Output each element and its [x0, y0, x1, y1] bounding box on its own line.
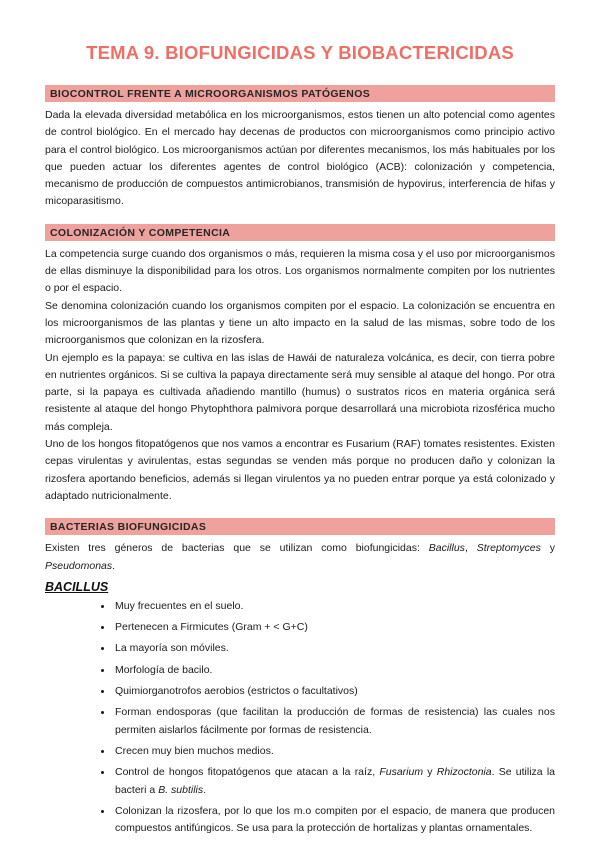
section-heading-bacterias: BACTERIAS BIOFUNGICIDAS	[45, 518, 555, 535]
section-heading-colonizacion: COLONIZACIÓN Y COMPETENCIA	[45, 224, 555, 241]
text-segment: Un ejemplo es la papaya: se cultiva en las islas de Hawái de naturaleza volcánica, es decir, con tierra pobre en nutrientes orgánicos. Si se cultiva la papaya directamente será muy sensible al ataque del hongo. Por otra parte, si la papaya es cultivada añadiendo mantillo (humus) o sustratos ricos en materia orgánica será resistente al ataque del hongo Phytophthora palmivora porque desarrollará una microbiota rizosférica mucho más compleja.	[45, 351, 555, 433]
bacillus-bullet-list	[45, 598, 555, 838]
document-title: TEMA 9. BIOFUNGICIDAS Y BIOBACTERICIDAS	[86, 42, 514, 63]
paragraph	[45, 540, 555, 575]
text-segment: La competencia surge cuando dos organismos o más, requieren la misma cosa y el uso por microorganismos de ellas disminuye la disponibilidad para los otros. Los organismos normalmente compiten por los nutrientes o por el espacio.	[45, 247, 555, 295]
text-segment: Quimiorganotrofos aerobios (estrictos o facultativos)	[115, 685, 358, 698]
paragraph	[45, 246, 555, 298]
paragraph	[45, 298, 555, 350]
text-segment: Colonizan la rizosfera, por lo que los m.o compiten por el espacio, de manera que producen compuestos antifúngicos. Se usa para la protección de hortalizas y plantas ornamentales.	[115, 804, 555, 835]
paragraph	[45, 436, 555, 505]
italic-text-segment: Rhizoctonia	[436, 766, 492, 779]
italic-text-segment: Bacillus	[428, 542, 465, 555]
text-segment: La mayoría son móviles.	[115, 642, 229, 655]
bullet-item	[113, 704, 555, 739]
bullet-item	[113, 662, 555, 679]
section-body-colonizacion	[45, 246, 555, 505]
paragraph	[45, 350, 555, 436]
italic-text-segment: Streptomyces	[476, 542, 541, 555]
bullet-item	[113, 743, 555, 760]
text-segment: y	[540, 542, 555, 555]
text-segment: Existen tres géneros de bacterias que se utilizan como biofungicidas:	[45, 542, 429, 555]
bullet-item	[113, 640, 555, 657]
text-segment: Muy frecuentes en el suelo.	[115, 599, 244, 612]
text-segment: Se denomina colonización cuando los organismos compiten por el espacio. La colonización se encuentra en los microorganismos de las plantas y tiene un alto impacto en la salud de las mismas, sobre todo de los microorganismos que colonizan en la rizosfera.	[45, 299, 555, 347]
paragraph	[45, 107, 555, 211]
section-biocontrol	[45, 85, 555, 211]
bullet-item	[113, 598, 555, 615]
text-segment: Uno de los hongos fitopatógenos que nos vamos a encontrar es Fusarium (RAF) tomates resistentes. Existen cepas virulentas y avirulentas, estas segundas se venden más porque no producen daño y colonizan la rizosfera aportando beneficios, además si llegan virulentos ya no pueden entrar porque ya está colonizado y adaptado nutricionalmente.	[45, 438, 555, 502]
italic-text-segment: B. subtilis	[158, 783, 204, 796]
section-body-biocontrol	[45, 107, 555, 211]
section-bacterias-biofungicidas	[45, 518, 555, 837]
text-segment: Dada la elevada diversidad metabólica en los microorganismos, estos tienen un alto potencial como agentes de control biológico. En el mercado hay decenas de productos con microorganismos como principio activo para el control biológico. Los microorganismos actúan por diferentes mecanismos, los más habituales por los que pueden actuar los diferentes agentes de control biológico (ACB): colonización y competencia, mecanismo de producción de compuestos antimicrobianos, transmisión de hypovirus, interferencia de hifas y micoparasitismo.	[45, 109, 555, 208]
bullet-item	[113, 764, 555, 799]
italic-text-segment: Fusarium	[379, 766, 424, 779]
text-segment: y	[423, 766, 437, 779]
bullet-item	[113, 683, 555, 700]
text-segment: Forman endosporas (que facilitan la producción de formas de resistencia) las cuales nos permiten aislarlos fácilmente por formas de resistencia.	[115, 706, 555, 736]
italic-text-segment: Pseudomonas	[45, 559, 113, 572]
text-segment: Control de hongos fitopatógenos que atacan a la raíz,	[115, 766, 380, 779]
bullet-item	[113, 619, 555, 636]
text-segment: . Se utiliza la bacteri a	[115, 766, 555, 796]
text-segment: Morfología de bacilo.	[115, 663, 213, 676]
section-heading-biocontrol: BIOCONTROL FRENTE A MICROORGANISMOS PATÓGENOS	[45, 85, 555, 102]
text-segment: ,	[464, 542, 477, 555]
text-segment: .	[112, 559, 116, 572]
subheading-bacillus: BACILLUS	[45, 579, 109, 594]
text-segment: Pertenecen a Firmicutes (Gram + < G+C)	[115, 621, 308, 634]
bullet-item	[113, 803, 555, 838]
text-segment: Crecen muy bien muchos medios.	[115, 744, 274, 757]
section-colonizacion-competencia	[45, 224, 555, 505]
section-body-bacterias	[45, 540, 555, 575]
text-segment: .	[203, 783, 207, 796]
